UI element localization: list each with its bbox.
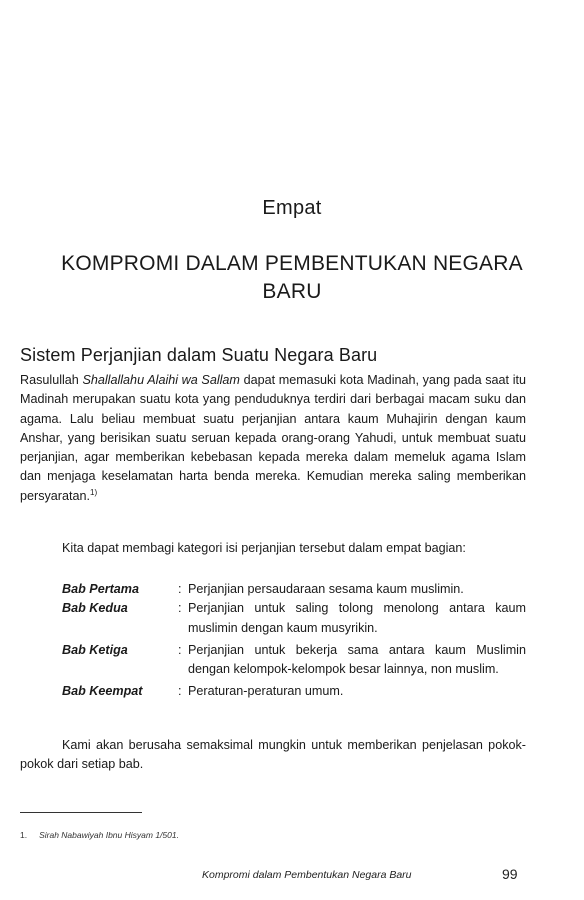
footnote — [20, 830, 179, 840]
chapter-title-line-2: BARU — [262, 280, 322, 303]
paragraph-intro-honorific: Shallallahu Alaihi wa Sallam — [82, 373, 240, 387]
bab-row — [62, 682, 526, 701]
footnote-reference: 1) — [90, 487, 98, 497]
page-number: 99 — [502, 866, 518, 882]
bab-colon: : — [178, 601, 182, 616]
paragraph-intro-body: dapat memasuki kota Madinah, yang pada saat itu Madinah merupakan suatu kota yang penduduknya terdiri dari berbagai macam suku dan agama. Lalu beliau membuat suatu perjanjian antara kaum Muhajirin dengan kaum Anshar, yang berisikan suatu seruan kepada orang-orang Yahudi, untuk membuat suatu perjanjian, agar memberikan kebebasan kepada mereka dalam memeluk agama Islam dan menjaga keselamatan harta benda mereka. Kemudian mereka saling memberikan persyaratan. — [20, 373, 526, 503]
running-footer: Kompromi dalam Pembentukan Negara Baru — [202, 869, 412, 881]
bab-row — [62, 599, 526, 638]
paragraph-intro — [20, 371, 526, 506]
bab-label: Bab Kedua — [62, 601, 128, 616]
chapter-title — [18, 250, 566, 306]
chapter-title-line-1: KOMPROMI DALAM PEMBENTUKAN NEGARA — [61, 252, 523, 275]
bab-list — [62, 580, 526, 702]
bab-label: Bab Ketiga — [62, 642, 128, 657]
footnote-divider — [20, 812, 142, 813]
bab-description: Perjanjian untuk saling tolong menolong antara kaum muslimin dengan kaum musyrikin. — [188, 601, 526, 635]
bab-colon: : — [178, 684, 182, 699]
bab-label: Bab Pertama — [62, 582, 139, 596]
paragraph-intro-lead: Rasulullah — [20, 373, 83, 387]
bab-colon: : — [178, 582, 182, 596]
paragraph-closing: Kami akan berusaha semaksimal mungkin untuk memberikan penjelasan pokok-pokok dari setiap bab. — [20, 738, 526, 772]
chapter-number: Empat — [262, 197, 322, 219]
footnote-text: Sirah Nabawiyah Ibnu Hisyam 1/501. — [39, 830, 179, 840]
bab-label: Bab Keempat — [62, 684, 143, 699]
paragraph-categories: Kita dapat membagi kategori isi perjanjian tersebut dalam empat bagian: — [62, 541, 466, 555]
bab-description: Peraturan-peraturan umum. — [188, 684, 344, 699]
bab-row — [62, 641, 526, 680]
bab-colon: : — [178, 642, 182, 657]
footnote-number: 1. — [20, 830, 28, 840]
section-heading: Sistem Perjanjian dalam Suatu Negara Baru — [20, 345, 378, 365]
bab-row — [62, 580, 526, 599]
bab-description: Perjanjian persaudaraan sesama kaum muslimin. — [188, 582, 464, 596]
bab-description: Perjanjian untuk bekerja sama antara kaum Muslimin dengan kelompok-kelompok besar lainnya, non muslim. — [188, 642, 526, 677]
